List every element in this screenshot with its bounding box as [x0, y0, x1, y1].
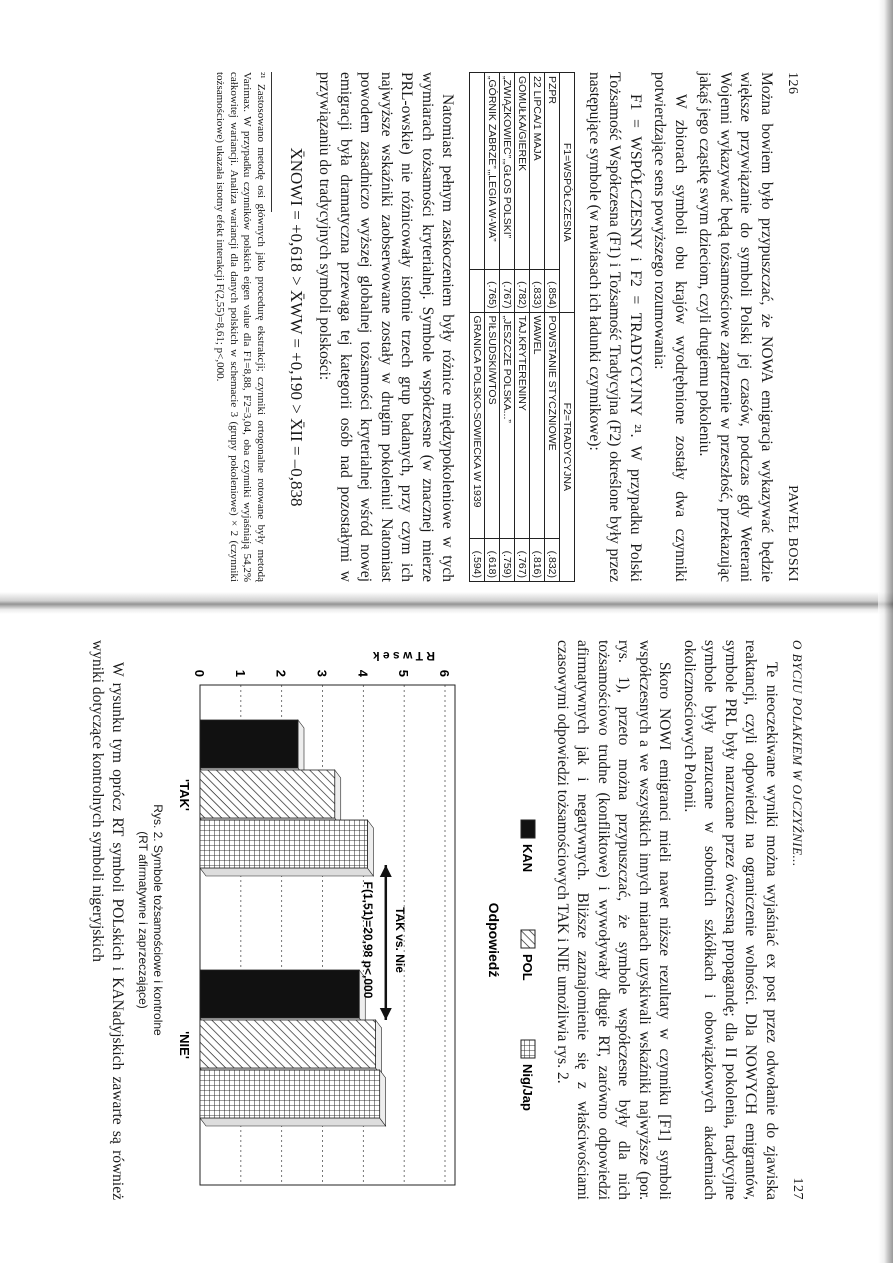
f1-symbol: GOMUŁKA/GIEREK [515, 73, 530, 270]
bar-kan-nie [201, 970, 360, 1018]
f2-symbol: POWSTANIE STYCZNIOWE [545, 312, 560, 538]
running-head-right [789, 640, 805, 1200]
chart-bars [201, 720, 387, 1126]
bar-pol-nie [201, 1020, 377, 1068]
f2-loading: (.759) [500, 539, 515, 582]
table-row [515, 73, 530, 582]
bar-side [201, 1118, 387, 1126]
rt-bar-chart [166, 640, 546, 1200]
factor-table-header [560, 73, 575, 582]
book-spine-shadow [0, 592, 893, 614]
paragraph: W rysunku tym oprócz RT symboli POLskich i KANadyjskich zawarte są również wyniki dotyczące kontrolnych symboli nigeryjskich [89, 640, 127, 1200]
arrow-head-left [380, 865, 392, 877]
bar-top [368, 820, 374, 876]
running-head-author: PAWEŁ BOSKI [785, 485, 800, 582]
caption-line-1: Rys. 2. Symbole tożsamościowe i kontrolne [151, 804, 166, 1036]
legend-label: POL [520, 954, 536, 981]
bar-top [380, 1070, 386, 1126]
y-tick-label: 3 [315, 669, 330, 677]
scan-edge-shadow [878, 0, 893, 1263]
bar-top [335, 770, 341, 826]
running-head-left [784, 72, 800, 582]
f2-symbol: WAWEL [530, 312, 545, 538]
arrow-head-right [380, 1008, 392, 1020]
f1-symbol [470, 73, 485, 270]
footnote-divider [271, 72, 272, 212]
page-number-left: 126 [785, 72, 800, 95]
table-row [470, 73, 485, 582]
table-row [500, 73, 515, 582]
means-formula: X̄NOWI = +0,618 > X̄WW = +0,190 > X̄II = –0,838 [287, 147, 306, 507]
footnote-21: ²¹ Zastosowano metodę osi głównych jako procedurę ekstrakcji; czynniki ortogonalne rotowane były metodą Varimax. W przypadku czynników polskich eigen value dla F1=8,88, F2=3,04, oba czynniki wyjaśniają 54,2% całkowitej wariancji. Analiza wariancji dla danych polskich w schemacie 3 (grupy pokoleniowe) × 2 (czynniki tożsamościowe) ukazała istotny efekt interakcji F(2,55)=8,61; p<,000. [214, 72, 267, 582]
f1-loading [470, 269, 485, 312]
paragraph: F1 = WSPÓŁCZESNY i F2 = TRADYCYJNY ²¹. W przypadku Polski Tożsamość Współczesna (F1) i Tożsamość Tradycyjna (F2) określone były przez następujące symbole (w nawiasach ich ładunki czynnikowe): [586, 72, 644, 582]
f1-loading: (.765) [485, 269, 500, 312]
page-126 [110, 72, 800, 582]
x-axis-title: Odpowiedź [486, 902, 503, 978]
f1-symbol: „GÓRNIK ZABRZE”,„LEGIA W-WA” [485, 73, 500, 270]
f1-loading: (.782) [515, 269, 530, 312]
f1-loading: (.767) [500, 269, 515, 312]
bar-pol-tak [201, 770, 336, 818]
running-head-title: O BYCIU POLAKIEM W OJCZYŹNIE... [790, 640, 805, 867]
f2-symbol: „JESZCZE POLSKA...” [500, 312, 515, 538]
f2-loading: (.832) [545, 539, 560, 582]
f1-loading: (.833) [530, 269, 545, 312]
y-tick-label: 1 [233, 669, 249, 677]
f1-symbol: 22 LIPCA/1 MAJA [530, 73, 545, 270]
bar-top [376, 1020, 382, 1076]
f2-symbol: GRANICA POLSKO-SOWIECKA W 1939 [470, 312, 485, 538]
paragraph: Te nieoczekiwane wyniki można wyjaśniać ex post przez odwołanie do zjawiska reaktancji, czyli odpowiedzi na ograniczenie wolności. Dla NOWYCH emigrantów, symbole PRL były narzucane przez ówczesną propagandę; dla II pokolenia, tradycyjne symbole były narzucane w sobotnich szkółkach i obowiązkowych akademiach okolicznościowych Polonii. [681, 640, 780, 1200]
chart-legend [521, 820, 536, 1111]
annotation-line-1: TAK vs. Nie [393, 907, 408, 973]
f2-symbol: TAJ.KRYTERENINY [515, 312, 530, 538]
chart-svg [166, 640, 546, 1200]
f2-loading: (.618) [485, 539, 500, 582]
f1-symbol: PZPR [545, 73, 560, 270]
factor-table [470, 72, 576, 582]
f2-loading: (.594) [470, 539, 485, 582]
legend-swatch [522, 820, 536, 838]
factor-table-body [470, 73, 560, 582]
legend-swatch [522, 930, 536, 948]
y-tick-label: 6 [437, 669, 453, 677]
bar-nig-jap-tak [201, 820, 368, 868]
table-row [485, 73, 500, 582]
f2-symbol: PIŁSUDSKI/WTOS [485, 312, 500, 538]
factor-header-f1: F1=WSPÓŁCZESNA [560, 73, 575, 313]
y-tick-label: 4 [355, 669, 371, 677]
bar-side [201, 868, 374, 876]
paragraph: Można bowiem było przypuszczać, że NOWA emigracja wykazywać będzie większe przywiązanie do symboli Polski jej czasów, podczas gdy Weterani Wojenni wykazywać będą tożsamościowe zapatrzenie w przeszłość, przekazując jakąś jego cząstkę swym dzieciom, czyli drugiemu pokoleniu. [696, 72, 775, 582]
paragraph: Skoro NOWI emigranci mieli nawet niższe rezultaty w czynniku [F1] symboli współczesnych a we wszystkich innych miarach uzyskiwali wskaźniki najwyższe (por. rys. 1), przeto można przypuszczać, że symbole współczesne były dla nich tożsamościowo trudne (konfliktowe) i wywoływały długie RT, zarówno odpowiedzi afirmatywnych jak i negatywnych. Bliższe zaznajomienie się z właściwościami czasowymi odpowiedzi tożsamościowych TAK i NIE umożliwia rys. 2. [554, 640, 674, 1200]
bar-nig-jap-nie [201, 1070, 381, 1118]
y-tick-label: 2 [274, 669, 290, 677]
table-row [545, 73, 560, 582]
factor-header-f2: F2=TRADYCYJNA [560, 312, 575, 581]
bar-kan-tak [201, 720, 299, 768]
y-tick-label: 5 [396, 669, 412, 677]
paragraph: W zbiorach symboli obu krajów wyodrębnione zostały dwa czynniki potwierdzające sens powyższego rozumowania: [651, 72, 689, 582]
f2-loading: (.767) [515, 539, 530, 582]
page-127 [89, 640, 805, 1200]
y-tick-label: 0 [192, 669, 208, 677]
x-category-label: 'TAK' [177, 779, 193, 811]
f1-symbol: „ZWIĄZKOWIEC”,„GŁOS POLSKI” [500, 73, 515, 270]
annotation-line-2: F(1,51)=20,98 p<,000 [361, 881, 376, 999]
x-category-label: 'NIE' [177, 1031, 193, 1059]
legend-label: Nig/Jap [520, 1064, 536, 1111]
legend-label: KAN [520, 844, 536, 873]
y-axis-title: R T w s e k [373, 649, 436, 663]
table-row [530, 73, 545, 582]
legend-swatch [522, 1040, 536, 1058]
f1-loading: (.854) [545, 269, 560, 312]
bar-top [299, 720, 305, 776]
figure-caption [136, 640, 166, 1200]
paragraph: Natomiast pełnym zaskoczeniem były różnice międzypokoleniowe w tych wymiarach tożsamości kryterialnej. Symbole współczesne (w znacznej mierze PRL-owskie) nie różnicowały istotnie trzech grup badanych, przy czym ich najwyższe wskaźniki zaobserwowane zostały w drugim pokoleniu! Natomiast powodem zasadniczo wyższej globalnej tożsamości kryterialnej wśród nowej emigracji była dramatyczna przewaga tej kategorii osób nad pozostałymi w przywiązaniu do tradycyjnych symboli polskości: [316, 72, 457, 582]
chart-annotation [361, 865, 502, 1020]
caption-line-2: (RT afirmatywne i zaprzeczające) [136, 831, 151, 1009]
page-number-right: 127 [790, 1177, 805, 1200]
f2-loading: (.816) [530, 539, 545, 582]
